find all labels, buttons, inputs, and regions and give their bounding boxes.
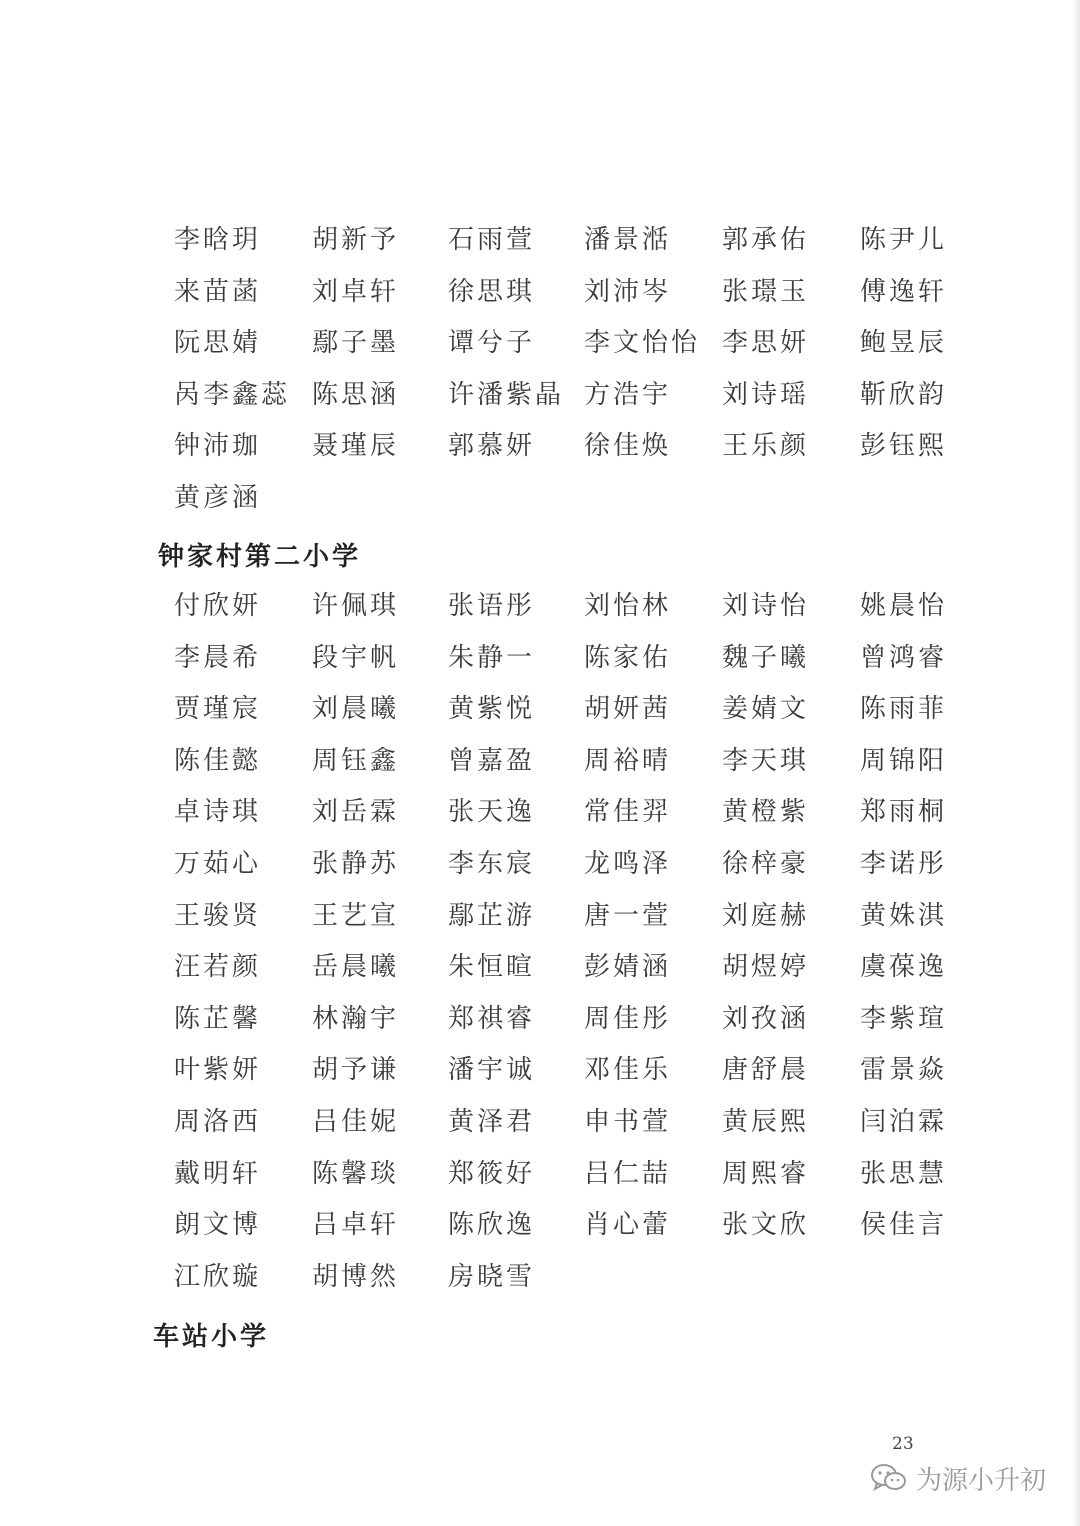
- student-name: 胡博然: [312, 1261, 400, 1292]
- student-name: 雷景焱: [860, 1055, 948, 1086]
- watermark-text: 为源小升初: [916, 1465, 1047, 1496]
- student-name: 许佩琪: [312, 591, 400, 621]
- student-name: 黄彦涵: [174, 482, 262, 513]
- student-name: 周裕晴: [584, 745, 672, 776]
- scan-edge-shadow: [1072, 0, 1080, 1526]
- student-name: 刘诗怡: [722, 591, 810, 621]
- student-name: 彭钰熙: [860, 431, 948, 462]
- student-name: 徐思琪: [448, 276, 536, 307]
- student-name: 吕佳妮: [312, 1106, 400, 1137]
- wechat-icon: [870, 1462, 908, 1494]
- student-name: 钟沛珈: [174, 431, 262, 462]
- student-name: 郭承佑: [722, 225, 810, 255]
- student-name: 朗文博: [174, 1210, 262, 1241]
- student-name: 姜婧文: [722, 694, 810, 725]
- student-name: 邓佳乐: [584, 1055, 672, 1086]
- student-name: 江欣璇: [174, 1261, 262, 1292]
- student-name: 王艺宣: [312, 900, 400, 931]
- student-name: 胡新予: [312, 225, 400, 255]
- student-name: 靳欣韵: [860, 379, 948, 410]
- student-name: 张语彤: [448, 591, 536, 621]
- student-name: 房晓雪: [448, 1261, 536, 1292]
- student-name: 陈馨琰: [312, 1158, 400, 1189]
- student-name: 龙鸣泽: [584, 848, 672, 879]
- student-name: 岳晨曦: [312, 952, 400, 983]
- student-name: 贾瑾宸: [174, 694, 262, 725]
- student-name: 李思妍: [722, 328, 810, 359]
- student-name: 张文欣: [722, 1210, 810, 1241]
- student-name: 陈欣逸: [448, 1210, 536, 1241]
- student-name: 胡妍茜: [584, 694, 672, 725]
- student-name: 李晨希: [174, 642, 262, 673]
- name-row: [160, 848, 990, 900]
- student-name: 陈雨菲: [860, 694, 948, 725]
- student-name: 戴明轩: [174, 1158, 262, 1189]
- name-row: [160, 1209, 990, 1261]
- student-name: 王骏贤: [174, 900, 262, 931]
- student-name: 陈思涵: [312, 379, 400, 410]
- student-name: 鄢芷游: [448, 900, 536, 931]
- student-name: 方浩宇: [584, 379, 672, 410]
- student-name: 周洛西: [174, 1106, 262, 1137]
- student-name: 谭兮子: [448, 328, 536, 359]
- student-name: 朱恒暄: [448, 952, 536, 983]
- student-name: 周钰鑫: [312, 745, 400, 776]
- student-name: 侯佳言: [860, 1210, 948, 1241]
- student-name: 魏子曦: [722, 642, 810, 673]
- student-name: 王乐颜: [722, 431, 810, 462]
- name-list-zhongjiacun-no2: [160, 590, 990, 1312]
- student-name: 徐梓豪: [722, 848, 810, 879]
- student-name: 朱静一: [448, 642, 536, 673]
- student-name: 许潘紫晶: [448, 379, 565, 410]
- student-name: 鄢子墨: [312, 328, 400, 359]
- student-name: 陈家佑: [584, 642, 672, 673]
- student-name: 万茹心: [174, 848, 262, 879]
- student-name: 郭慕妍: [448, 431, 536, 462]
- student-name: 周熙睿: [722, 1158, 810, 1189]
- student-name: 肖心蕾: [584, 1210, 672, 1241]
- student-name: 张璟玉: [722, 276, 810, 307]
- student-name: 陈芷馨: [174, 1003, 262, 1034]
- student-name: 徐佳焕: [584, 431, 672, 462]
- student-name: 刘晨曦: [312, 694, 400, 725]
- student-name: 呙李鑫蕊: [174, 379, 291, 410]
- student-name: 郑筱好: [448, 1158, 536, 1189]
- student-name: 来苗菡: [174, 276, 262, 307]
- name-row: [160, 590, 990, 642]
- student-name: 常佳羿: [584, 797, 672, 828]
- name-row: [160, 1106, 990, 1158]
- student-name: 叶紫妍: [174, 1055, 262, 1086]
- student-name: 黄橙紫: [722, 797, 810, 828]
- student-name: 付欣妍: [174, 591, 262, 621]
- name-row: [160, 642, 990, 694]
- name-row: [160, 796, 990, 848]
- student-name: 周锦阳: [860, 745, 948, 776]
- student-name: 吕卓轩: [312, 1210, 400, 1241]
- student-name: 李文怡怡: [584, 328, 701, 359]
- student-name: 申书萱: [584, 1106, 672, 1137]
- name-row: [160, 430, 990, 482]
- name-row: [160, 745, 990, 797]
- name-row: [160, 1261, 990, 1313]
- student-name: 聂瑾辰: [312, 431, 400, 462]
- name-row: [160, 900, 990, 952]
- school-heading-zhongjiacun-no2: 钟家村第二小学: [158, 542, 362, 572]
- student-name: 虞葆逸: [860, 952, 948, 983]
- student-name: 刘孜涵: [722, 1003, 810, 1034]
- student-name: 李天琪: [722, 745, 810, 776]
- watermark: [870, 1458, 1046, 1498]
- student-name: 郑雨桐: [860, 797, 948, 828]
- student-name: 李东宸: [448, 848, 536, 879]
- student-name: 唐一萱: [584, 900, 672, 931]
- student-name: 刘卓轩: [312, 276, 400, 307]
- name-row: [160, 379, 990, 431]
- name-row: [160, 1054, 990, 1106]
- student-name: 张思慧: [860, 1158, 948, 1189]
- student-name: 汪若颜: [174, 952, 262, 983]
- student-name: 林瀚宇: [312, 1003, 400, 1034]
- student-name: 石雨萱: [448, 225, 536, 255]
- student-name: 闫泊霖: [860, 1106, 948, 1137]
- student-name: 胡予谦: [312, 1055, 400, 1086]
- student-name: 黄辰熙: [722, 1106, 810, 1137]
- name-row: [160, 224, 990, 276]
- name-row: [160, 1003, 990, 1055]
- student-name: 李晗玥: [174, 225, 262, 255]
- student-name: 刘怡林: [584, 591, 672, 621]
- name-row: [160, 1158, 990, 1210]
- name-list-continued: [160, 224, 990, 534]
- student-name: 潘宇诚: [448, 1055, 536, 1086]
- student-name: 周佳彤: [584, 1003, 672, 1034]
- student-name: 刘沛岑: [584, 276, 672, 307]
- student-name: 姚晨怡: [860, 591, 948, 621]
- student-name: 黄紫悦: [448, 694, 536, 725]
- name-row: [160, 276, 990, 328]
- name-row: [160, 693, 990, 745]
- name-row: [160, 482, 990, 534]
- student-name: 陈尹儿: [860, 225, 948, 255]
- name-row: [160, 951, 990, 1003]
- student-name: 段宇帆: [312, 642, 400, 673]
- page-number: 23: [892, 1434, 914, 1454]
- student-name: 唐舒晨: [722, 1055, 810, 1086]
- student-name: 李紫瑄: [860, 1003, 948, 1034]
- student-name: 李诺彤: [860, 848, 948, 879]
- student-name: 潘景湉: [584, 225, 672, 255]
- student-name: 黄姝淇: [860, 900, 948, 931]
- student-name: 彭婧涵: [584, 952, 672, 983]
- student-name: 卓诗琪: [174, 797, 262, 828]
- student-name: 吕仁喆: [584, 1158, 672, 1189]
- student-name: 刘诗瑶: [722, 379, 810, 410]
- student-name: 鲍昱辰: [860, 328, 948, 359]
- name-row: [160, 327, 990, 379]
- student-name: 胡煜婷: [722, 952, 810, 983]
- school-heading-chezhan: 车站小学: [153, 1322, 270, 1352]
- student-name: 郑祺睿: [448, 1003, 536, 1034]
- student-name: 陈佳懿: [174, 745, 262, 776]
- student-name: 傅逸轩: [860, 276, 948, 307]
- student-name: 黄泽君: [448, 1106, 536, 1137]
- student-name: 曾嘉盈: [448, 745, 536, 776]
- student-name: 阮思婧: [174, 328, 262, 359]
- student-name: 张天逸: [448, 797, 536, 828]
- student-name: 张静苏: [312, 848, 400, 879]
- student-name: 刘岳霖: [312, 797, 400, 828]
- student-name: 曾鸿睿: [860, 642, 948, 673]
- student-name: 刘庭赫: [722, 900, 810, 931]
